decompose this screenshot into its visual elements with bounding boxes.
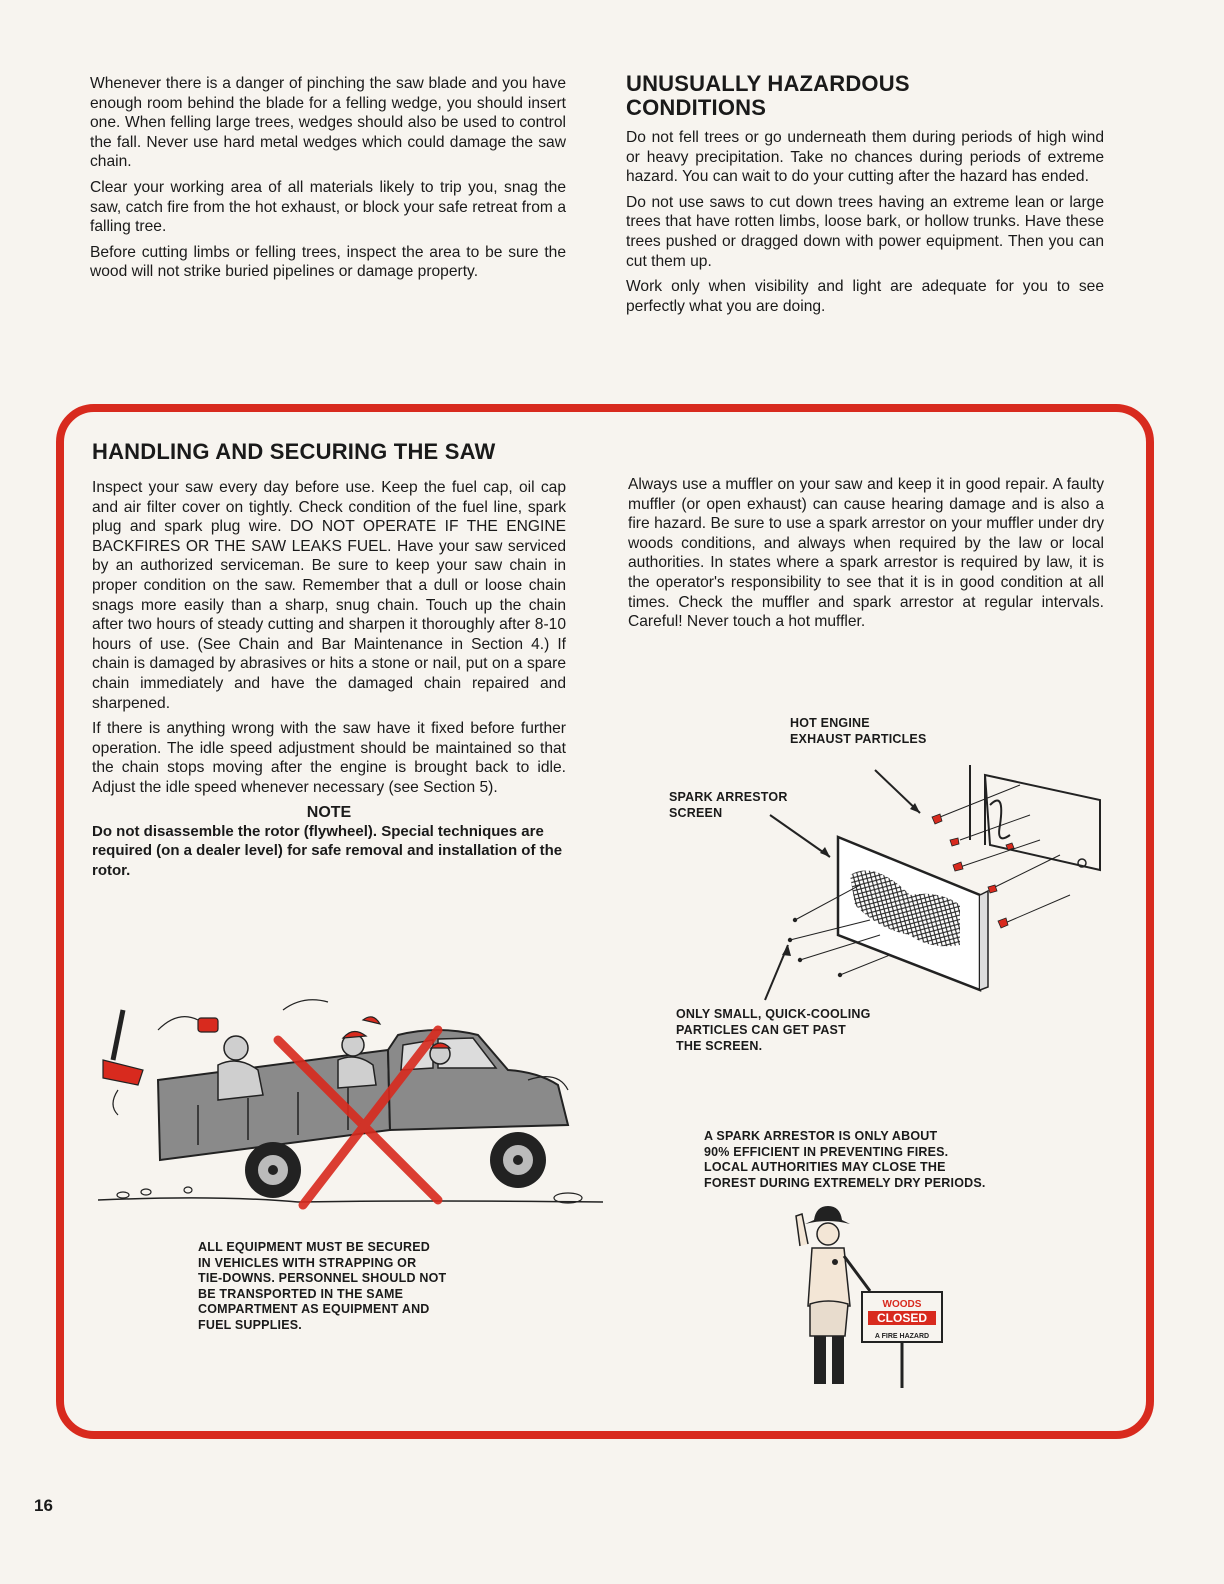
ranger-caption: A SPARK ARRESTOR IS ONLY ABOUT 90% EFFICIENT IN PREVENTING FIRES. LOCAL AUTHORITIES MAY CLOSE THE FOREST DURING EXTREMELY DRY PERIODS. [704, 1129, 986, 1190]
sign-line3: A FIRE HAZARD [874, 1333, 930, 1340]
front-wheel [490, 1132, 546, 1188]
hazardous-heading: UNUSUALLY HAZARDOUS CONDITIONS [626, 71, 910, 120]
particle [950, 838, 959, 846]
label-arrestor-screen: SPARK ARRESTOR SCREEN [669, 790, 788, 820]
ranger-illustration [790, 1196, 950, 1396]
handling-column [92, 440, 566, 880]
truck-caption: ALL EQUIPMENT MUST BE SECURED IN VEHICLES WITH STRAPPING OR TIE-DOWNS. PERSONNEL SHOULD NOT BE TRANSPORTED IN THE SAME COMPARTMENT AS EQUIPMENT AND FUEL SUPPLIES. [198, 1240, 447, 1332]
note-body: Do not disassemble the rotor (flywheel). Special techniques are required (on a dealer level) for safe removal and installation of the rotor. [92, 822, 563, 879]
handling-heading: HANDLING AND SECURING THE SAW [92, 439, 496, 464]
wind-paragraph: Do not fell trees or go underneath them during periods of high wind or heavy precipitation. Take no chances during periods of extreme hazard. You can wait to do your cutting after the hazard has ended. [626, 129, 1104, 186]
muffler-housing [985, 775, 1100, 870]
muffler-paragraph: Always use a muffler on your saw and keep it in good repair. A faulty muffler (or open exhaust) can cause hearing damage and is also a fire hazard. Be sure to use a spark arrestor on your muffler under dry woods conditions, and always when required by the law or local authorities. In states where a spark arrestor is required by law, it is the operator's responsibility to see that it is in good condition at all times. Check the muffler and spark arrestor at regular intervals. Careful! Never touch a hot muffler. [628, 476, 1104, 631]
particle [988, 885, 997, 893]
spark-arrestor-diagram [660, 745, 1120, 1015]
inspect-area-paragraph: Before cutting limbs or felling trees, inspect the area to be sure the wood will not strike buried pipelines or damage property. [90, 243, 566, 281]
truck-illustration [98, 990, 618, 1220]
clear-area-paragraph: Clear your working area of all materials likely to trip you, snag the saw, catch fire from the hot exhaust, or block your safe retreat from a falling tree. [90, 178, 566, 236]
note-title: NOTE [306, 803, 352, 821]
particle [953, 862, 963, 871]
sign-line1: WOODS [882, 1299, 922, 1310]
idle-paragraph: If there is anything wrong with the saw have it fixed before further operation. The idle speed adjustment should be maintained so that the chain stops moving after the engine is brought back to idle. Adjust the idle speed whenever necessary (see Section 5). [92, 720, 566, 796]
top-right-column [626, 72, 1104, 322]
visibility-paragraph: Work only when visibility and light are adequate for you to see perfectly what you are doing. [626, 278, 1104, 315]
wedge-paragraph: Whenever there is a danger of pinching the saw blade and you have enough room behind the blade for a felling wedge, you should insert one. When felling large trees, wedges should also be used to control the fall. Never use hard metal wedges which could damage the saw chain. [90, 75, 566, 171]
rear-wheel [245, 1142, 301, 1198]
inspect-saw-paragraph: Inspect your saw every day before use. Keep the fuel cap, oil cap and air filter cover on tightly. Check condition of the fuel line, spark plug and spark plug wire. DO NOT OPERATE IF THE ENGINE BACKFIRES OR THE SAW LEAKS FUEL. Have your saw serviced by an authorized serviceman. Be sure to keep your saw chain in proper condition on the saw. Remember that a dull or loose chain snags more easily than a sharp, snug chain. Touch up the chain after two hours of steady cutting and sharpen it thoroughly after 8-10 hours of use. (See Chain and Bar Maintenance in Section 4.) If chain is damaged by abrasives or hits a stone or nail, put on a spare chain immediately and have the damaged chain repaired and sharpened. [92, 479, 566, 712]
sign-line2: CLOSED [876, 1311, 928, 1325]
top-left-column [90, 74, 566, 288]
particle [998, 918, 1008, 928]
particle [932, 814, 942, 824]
page-number: 16 [34, 1496, 53, 1515]
label-small-particles: ONLY SMALL, QUICK-COOLING PARTICLES CAN GET PAST THE SCREEN. [676, 1007, 871, 1053]
label-hot-exhaust: HOT ENGINE EXHAUST PARTICLES [790, 716, 927, 746]
lean-paragraph: Do not use saws to cut down trees having an extreme lean or large trees that have rotten limbs, loose bark, or hollow trunks. Have these trees pushed or dragged down with power equipment. Then you can cut them up. [626, 193, 1104, 270]
muffler-column [628, 475, 1104, 638]
